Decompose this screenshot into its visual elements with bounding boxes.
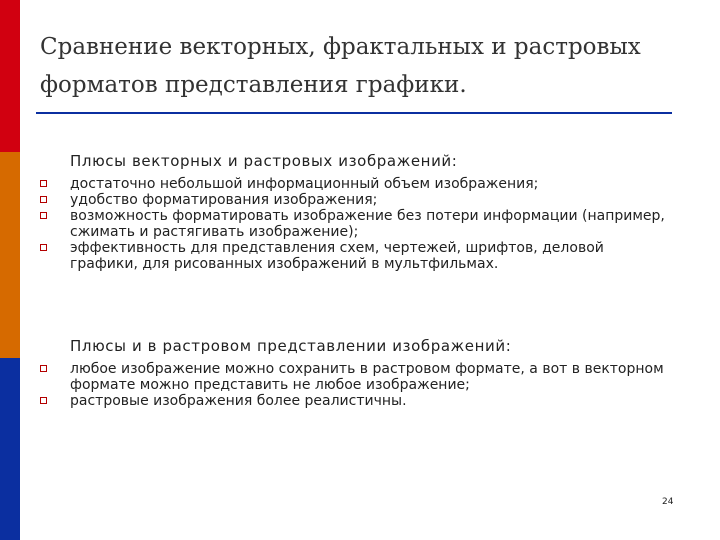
list-item: [40, 240, 670, 272]
slide-title: Сравнение векторных, фрактальных и растровых форматов представления графики.: [40, 34, 641, 98]
side-accent-bar: [0, 0, 20, 540]
list-item-text: возможность форматировать изображение без потери информации (например, сжимать и растягивать изображение);: [70, 208, 665, 240]
bullet-list-1: [40, 176, 670, 272]
square-bullet-icon: [40, 244, 47, 251]
list-item: [40, 361, 670, 393]
square-bullet-icon: [40, 212, 47, 219]
section-heading-raster: Плюсы и в растровом представлении изображений:: [70, 337, 512, 355]
square-bullet-icon: [40, 397, 47, 404]
list-item-text: достаточно небольшой информационный объем изображения;: [70, 176, 539, 192]
section-heading-vector-raster: Плюсы векторных и растровых изображений:: [70, 152, 458, 170]
square-bullet-icon: [40, 196, 47, 203]
page-number: 24: [662, 497, 674, 507]
list-item: [40, 393, 670, 409]
accent-segment-blue: [0, 358, 20, 540]
list-item: [40, 176, 670, 192]
bullet-list-2: [40, 361, 670, 409]
list-item: [40, 192, 670, 208]
square-bullet-icon: [40, 180, 47, 187]
square-bullet-icon: [40, 365, 47, 372]
accent-segment-red: [0, 0, 20, 152]
title-underline: [36, 112, 672, 114]
list-item-text: любое изображение можно сохранить в растровом формате, а вот в векторном формате можно представить не любое изображение;: [70, 361, 664, 393]
list-item-text: удобство форматирования изображения;: [70, 192, 378, 208]
list-item-text: растровые изображения более реалистичны.: [70, 393, 407, 409]
list-item: [40, 208, 670, 240]
accent-segment-orange: [0, 152, 20, 358]
list-item-text: эффективность для представления схем, чертежей, шрифтов, деловой графики, для рисованных изображений в мультфильмах.: [70, 240, 604, 272]
